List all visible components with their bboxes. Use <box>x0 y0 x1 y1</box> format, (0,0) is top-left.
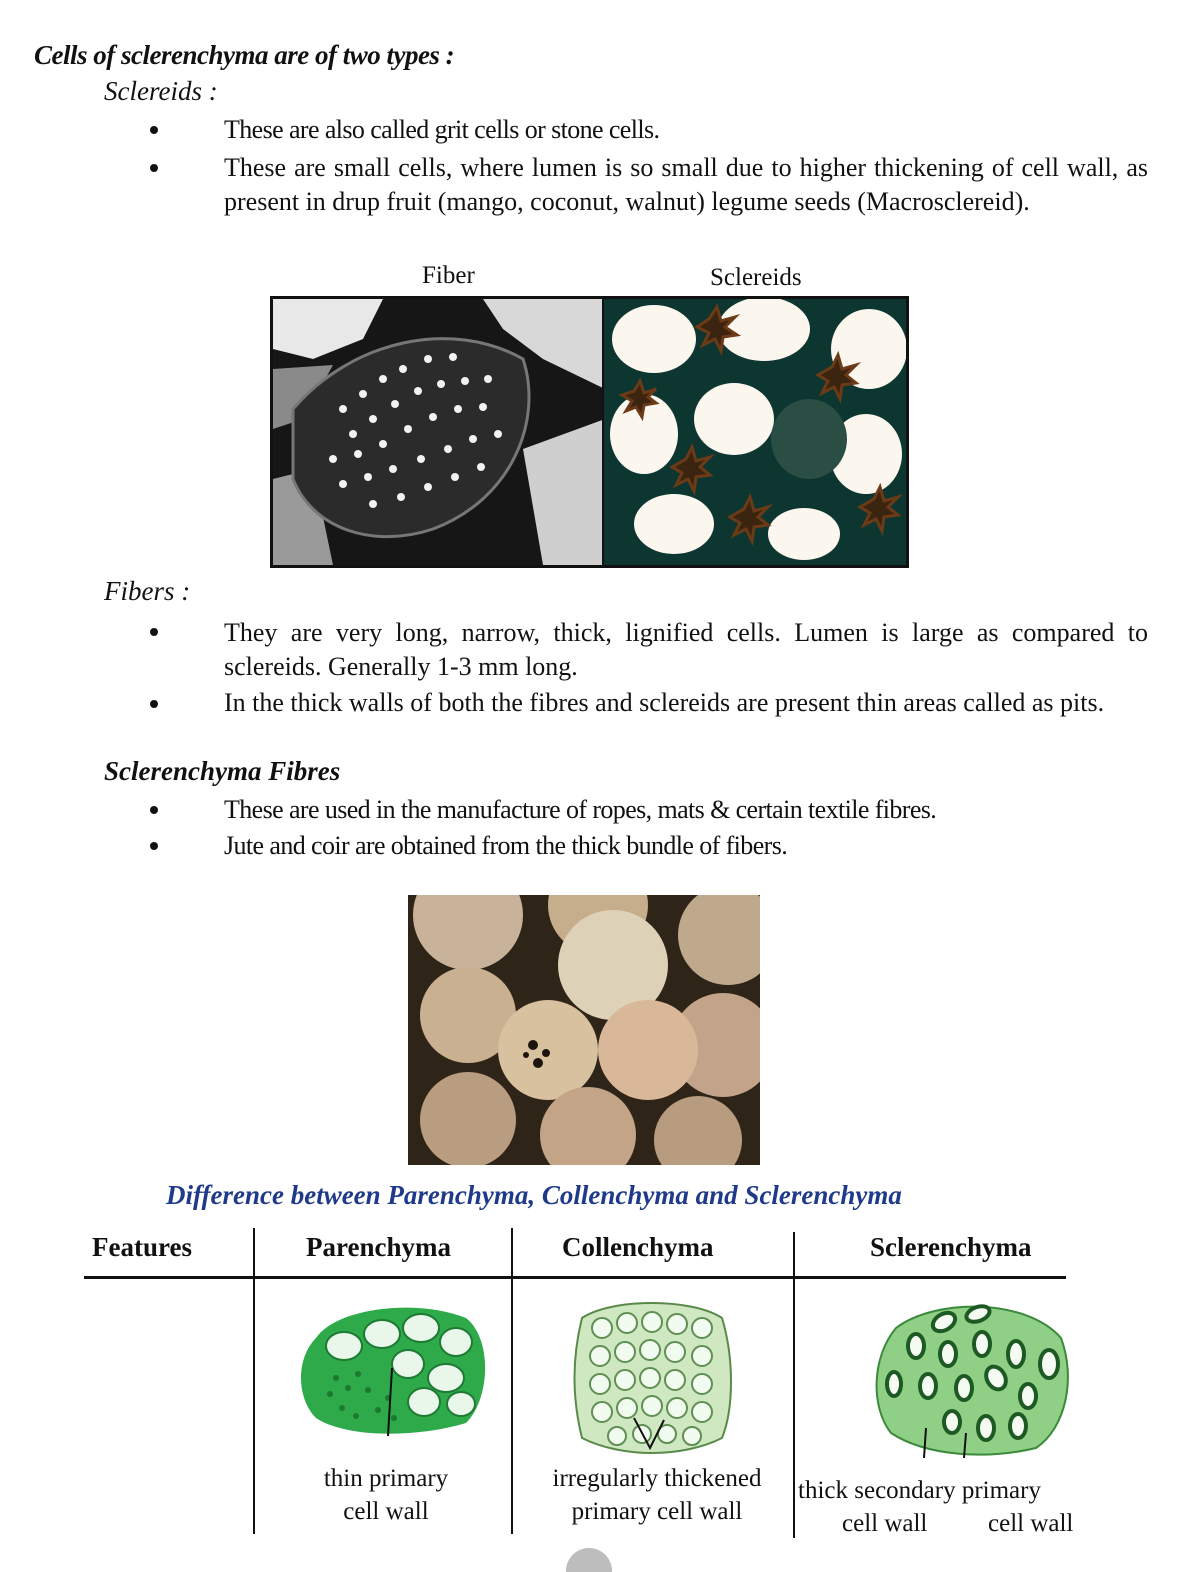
sclerenchyma-caption-line2b: cell wall <box>988 1510 1074 1537</box>
bullet-dot <box>150 126 158 134</box>
coconut-photo <box>408 895 760 1165</box>
page-title: Cells of sclerenchyma are of two types : <box>34 40 455 70</box>
parenchyma-caption-line1: thin primary <box>323 1465 449 1492</box>
bullet-dot <box>150 164 158 172</box>
fiber-label: Fiber <box>422 262 475 289</box>
sclerenchyma-fibres-heading: Sclerenchyma Fibres <box>104 756 341 786</box>
scl-fibres-bullet-2: Jute and coir are obtained from the thick bundle of fibers. <box>224 831 788 860</box>
parenchyma-diagram <box>296 1298 492 1438</box>
collenchyma-caption-line2: primary cell wall <box>571 1498 743 1525</box>
header-parenchyma: Parenchyma <box>306 1232 451 1262</box>
fiber-micrograph <box>270 296 608 568</box>
table-divider <box>511 1228 513 1534</box>
parenchyma-caption-line2: cell wall <box>343 1498 429 1525</box>
sclereids-bullet-1: These are also called grit cells or stone cells. <box>224 115 660 144</box>
scroll-handle[interactable] <box>566 1548 612 1572</box>
header-features: Features <box>92 1232 192 1262</box>
table-divider <box>253 1228 255 1534</box>
sclereids-micrograph <box>602 296 909 568</box>
sclerenchyma-caption-line2a: cell wall <box>842 1510 928 1537</box>
bullet-dot <box>150 700 158 708</box>
table-header-rule <box>84 1276 1066 1279</box>
sclerenchyma-diagram <box>866 1298 1076 1458</box>
fibers-heading: Fibers : <box>104 576 191 606</box>
scl-fibres-bullet-1: These are used in the manufacture of ropes, mats & certain textile fibres. <box>224 795 937 824</box>
bullet-dot <box>150 806 158 814</box>
sclereids-label: Sclereids <box>710 264 802 291</box>
table-divider <box>793 1232 795 1538</box>
fibers-bullet-2: In the thick walls of both the fibres and sclereids are present thin areas called as pits. <box>224 688 1105 717</box>
sclereids-heading: Sclereids : <box>104 76 218 106</box>
header-sclerenchyma: Sclerenchyma <box>870 1232 1032 1262</box>
collenchyma-caption-line1: irregularly thickened <box>552 1465 762 1492</box>
table-title: Difference between Parenchyma, Collenchyma and Sclerenchyma <box>166 1180 902 1210</box>
bullet-dot <box>150 628 158 636</box>
bullet-dot <box>150 842 158 850</box>
sclereids-bullet-2: These are small cells, where lumen is so small due to higher thickening of cell wall, as present in drup fruit (mango, coconut, walnut) legume seeds (Macrosclereid). <box>224 153 1148 216</box>
sclerenchyma-caption-line1: thick secondary primary <box>798 1477 1041 1504</box>
collenchyma-diagram <box>572 1298 732 1458</box>
fibers-bullet-1: They are very long, narrow, thick, lignified cells. Lumen is large as compared to sclereids. Generally 1-3 mm long. <box>224 618 1148 681</box>
header-collenchyma: Collenchyma <box>562 1232 714 1262</box>
